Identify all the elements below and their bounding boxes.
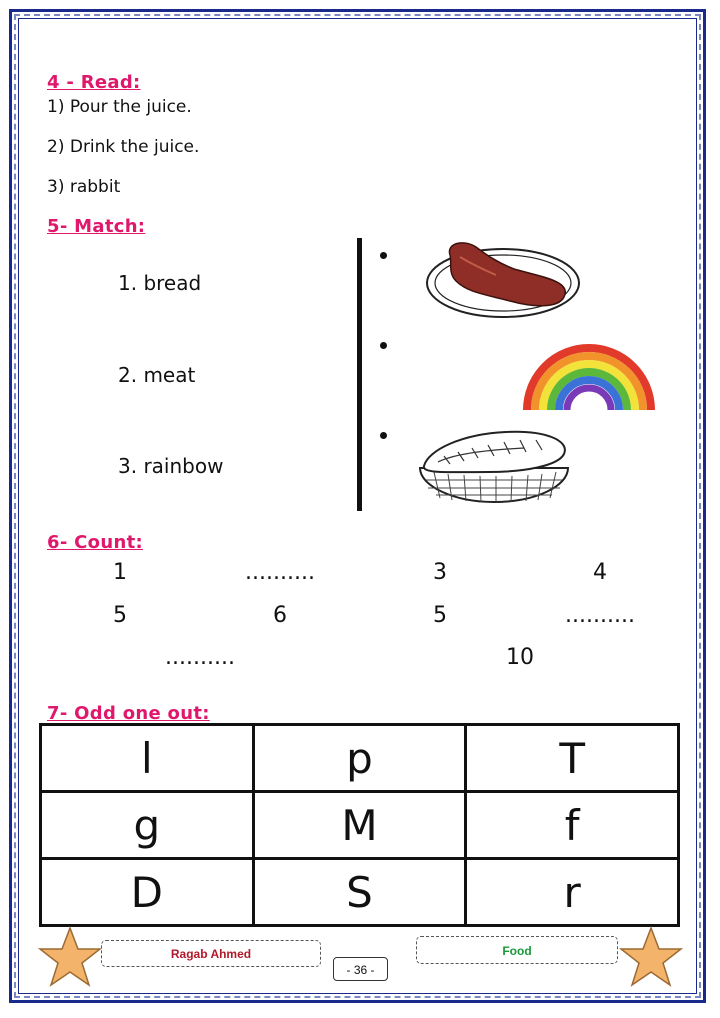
count-r2-c4[interactable]: ..........	[565, 603, 635, 628]
page-number: - 36 -	[333, 957, 388, 981]
section-heading-odd-one-out: 7- Odd one out:	[47, 703, 210, 724]
bread-in-basket-icon	[414, 428, 574, 506]
count-r1-c2[interactable]: ..........	[245, 560, 315, 585]
count-r2-c1: 5	[113, 603, 127, 628]
read-line-3: 3) rabbit	[47, 177, 121, 197]
table-row	[41, 725, 679, 792]
match-dot-3[interactable]	[380, 432, 387, 439]
read-line-2: 2) Drink the juice.	[47, 137, 200, 157]
count-r2-c2: 6	[273, 603, 287, 628]
section-heading-count: 6- Count:	[47, 532, 143, 553]
odd-cell[interactable]: M	[253, 792, 466, 859]
author-label: Ragab Ahmed	[101, 940, 321, 967]
count-r3-c1[interactable]: ..........	[165, 645, 235, 670]
count-r3-c2: 10	[506, 645, 534, 670]
odd-cell[interactable]: l	[41, 725, 254, 792]
match-word-bread: 1. bread	[118, 271, 202, 295]
table-row	[41, 792, 679, 859]
read-line-1: 1) Pour the juice.	[47, 97, 192, 117]
section-heading-match: 5- Match:	[47, 216, 146, 237]
count-r1-c1: 1	[113, 560, 127, 585]
star-right-icon	[619, 926, 683, 988]
odd-cell[interactable]: g	[41, 792, 254, 859]
match-divider	[357, 238, 362, 511]
match-word-meat: 2. meat	[118, 363, 196, 387]
match-dot-2[interactable]	[380, 342, 387, 349]
table-row	[41, 859, 679, 926]
topic-label: Food	[416, 936, 618, 964]
odd-one-out-table	[39, 723, 680, 927]
rainbow-icon	[522, 334, 656, 412]
match-dot-1[interactable]	[380, 252, 387, 259]
odd-cell[interactable]: r	[466, 859, 679, 926]
odd-cell[interactable]: D	[41, 859, 254, 926]
count-r1-c3: 3	[433, 560, 447, 585]
count-r1-c4: 4	[593, 560, 607, 585]
section-heading-read: 4 - Read:	[47, 72, 141, 93]
match-word-rainbow: 3. rainbow	[118, 454, 224, 478]
odd-cell[interactable]: T	[466, 725, 679, 792]
count-r2-c3: 5	[433, 603, 447, 628]
odd-cell[interactable]: S	[253, 859, 466, 926]
odd-cell[interactable]: p	[253, 725, 466, 792]
star-left-icon	[38, 926, 102, 988]
meat-on-plate-icon	[424, 237, 582, 321]
odd-cell[interactable]: f	[466, 792, 679, 859]
